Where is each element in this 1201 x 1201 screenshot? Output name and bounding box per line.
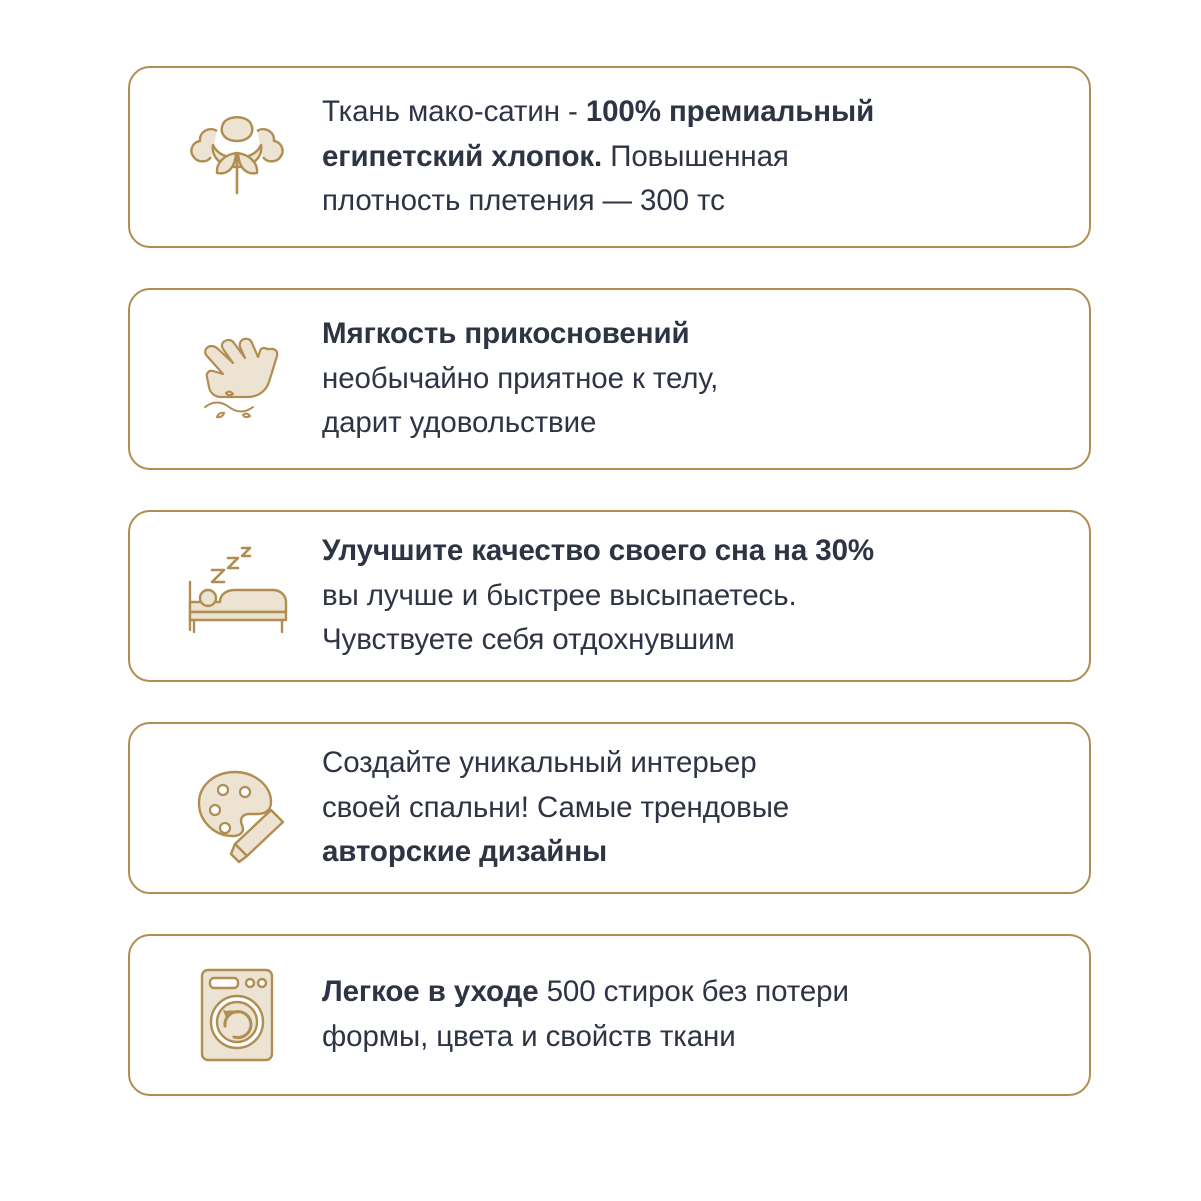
feature-line: своей спальни! Самые трендовые [322, 790, 790, 824]
feature-text-fabric [322, 90, 1063, 224]
feature-card-design [128, 722, 1091, 894]
feature-line: плотность плетения — 300 тс [322, 184, 725, 218]
feature-line: египетский хлопок. Повышенная [322, 139, 789, 173]
feature-card-fabric [128, 66, 1091, 248]
feature-line: Чувствуете себя отдохнувшим [322, 623, 735, 657]
feature-line: Улучшите качество своего сна на 30% [322, 533, 875, 567]
hand-touch-icon [152, 319, 322, 439]
cotton-flower-icon [152, 97, 322, 217]
feature-text-sleep [322, 529, 1063, 663]
feature-card-softness [128, 288, 1091, 470]
feature-line: авторские дизайны [322, 835, 608, 869]
feature-line: вы лучше и быстрее высыпаетесь. [322, 578, 797, 612]
sleeping-bed-icon [152, 536, 322, 656]
feature-line: Мягкость прикосновений [322, 316, 690, 350]
paint-palette-icon [152, 748, 322, 868]
feature-line: необычайно приятное к телу, [322, 361, 719, 395]
feature-line: Ткань мако-сатин - 100% премиальный [322, 94, 875, 128]
feature-line: формы, цвета и свойств ткани [322, 1020, 736, 1053]
feature-line: дарит удовольствие [322, 406, 597, 440]
feature-card-sleep [128, 510, 1091, 682]
feature-line: Легкое в уходе 500 стирок без потери [322, 975, 849, 1009]
feature-text-softness [322, 312, 1063, 446]
feature-line: Создайте уникальный интерьер [322, 745, 757, 779]
washing-machine-icon [152, 956, 322, 1074]
feature-card-care [128, 934, 1091, 1096]
feature-text-care [322, 970, 1063, 1060]
feature-text-design [322, 741, 1063, 875]
